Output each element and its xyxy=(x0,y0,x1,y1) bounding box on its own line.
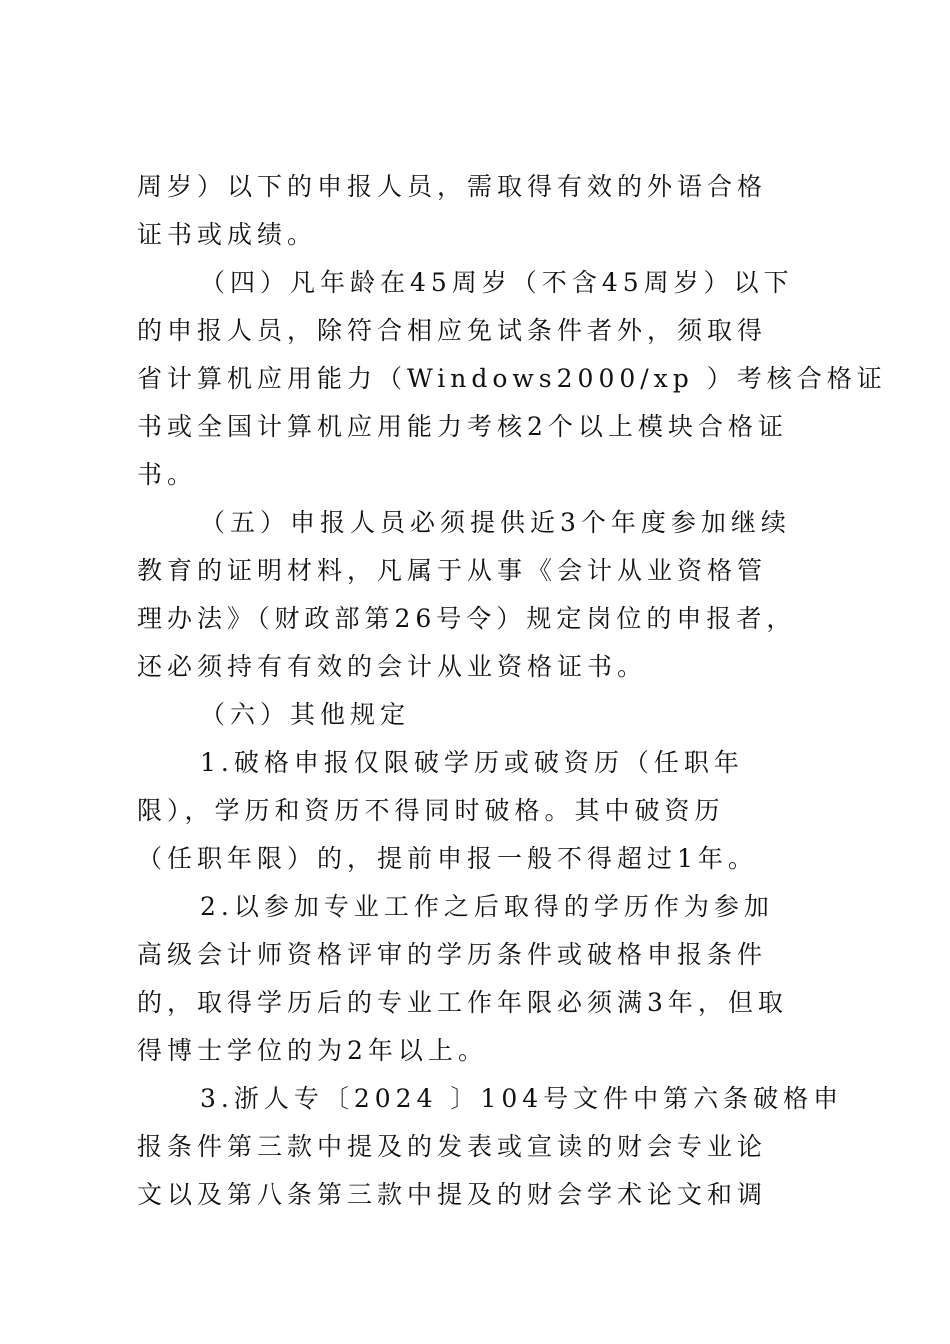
text-line: 限），学历和资历不得同时破格。其中破资历 xyxy=(137,796,725,825)
text-line: 的申报人员，除符合相应免试条件者外，须取得 xyxy=(137,316,768,345)
text-line: 还必须持有有效的会计从业资格证书。 xyxy=(137,652,648,681)
text-line: （任职年限）的，提前申报一般不得超过1年。 xyxy=(137,844,758,873)
text-line: 的，取得学历后的专业工作年限必须满3年，但取 xyxy=(137,988,788,1017)
paragraph-5-heading: （五）申报人员必须提供近3个年度参加继续 xyxy=(200,508,791,537)
item-3-start: 3.浙人专〔2024 〕104号文件中第六条破格申 xyxy=(200,1084,844,1113)
text-line: 书。 xyxy=(137,460,198,489)
item-2-start: 2.以参加专业工作之后取得的学历作为参加 xyxy=(200,892,774,921)
text-line: 得博士学位的为2年以上。 xyxy=(137,1036,488,1065)
text-line: 高级会计师资格评审的学历条件或破格申报条件 xyxy=(137,940,768,969)
paragraph-4-heading: （四）凡年龄在45周岁（不含45周岁）以下 xyxy=(200,268,794,297)
text-line: 周岁）以下的申报人员，需取得有效的外语合格 xyxy=(137,172,768,201)
text-line: 证书或成绩。 xyxy=(137,220,318,249)
text-line: 书或全国计算机应用能力考核2个以上模块合格证 xyxy=(137,412,788,441)
text-line: 省计算机应用能力（Windows2000/xp ）考核合格证 xyxy=(137,364,887,393)
item-1-start: 1.破格申报仅限破学历或破资历（任职年 xyxy=(200,748,744,777)
text-line: 报条件第三款中提及的发表或宣读的财会专业论 xyxy=(137,1132,768,1161)
paragraph-6-heading: （六）其他规定 xyxy=(200,700,411,729)
text-line: 理办法》（财政部第26号令）规定岗位的申报者， xyxy=(137,604,797,633)
text-line: 文以及第八条第三款中提及的财会学术论文和调 xyxy=(137,1180,768,1209)
text-line: 教育的证明材料，凡属于从事《会计从业资格管 xyxy=(137,556,768,585)
